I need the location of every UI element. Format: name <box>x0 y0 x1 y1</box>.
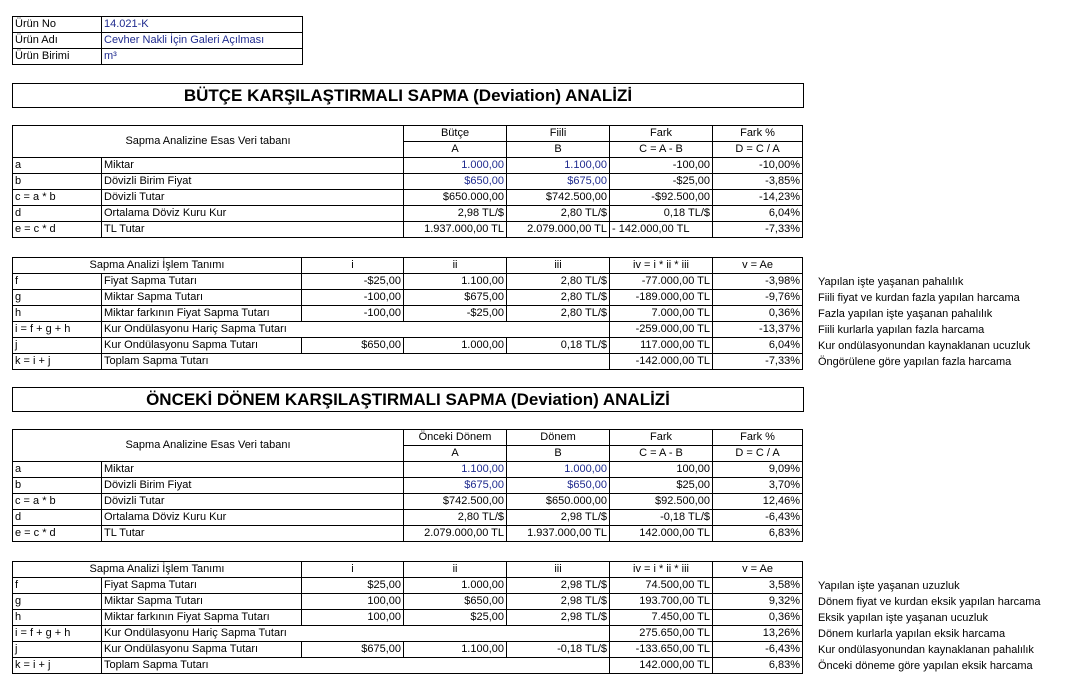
cell-value: -10,00% <box>713 158 803 174</box>
cell-value: $650,00 <box>404 594 507 610</box>
note-text: Eksik yapılan işte yaşanan ucuzluk <box>818 612 988 624</box>
col-header: ii <box>404 562 507 578</box>
cell-value[interactable]: 1.000,00 <box>507 462 610 478</box>
row-label: Dövizli Birim Fiyat <box>102 174 404 190</box>
base-header-label: Sapma Analizine Esas Veri tabanı <box>13 126 404 158</box>
base-header-label: Sapma Analizine Esas Veri tabanı <box>13 430 404 462</box>
cell-value: $25,00 <box>404 610 507 626</box>
cell-value[interactable]: 1.000,00 <box>404 158 507 174</box>
note-text: Dönem fiyat ve kurdan eksik yapılan harcama <box>818 596 1041 608</box>
cell-value: $742.500,00 <box>404 494 507 510</box>
cell-value: 2.079.000,00 TL <box>404 526 507 542</box>
cell-value: - 142.000,00 TL <box>610 222 713 238</box>
col-header: iv = i * ii * iii <box>610 562 713 578</box>
cell-value: 2,80 TL/$ <box>507 206 610 222</box>
section1-title: BÜTÇE KARŞILAŞTIRMALI SAPMA (Deviation) ANALİZİ <box>12 83 804 108</box>
row-code: b <box>13 174 102 190</box>
cell-value: 3,58% <box>713 578 803 594</box>
note-text: Önceki döneme göre yapılan eksik harcama <box>818 660 1033 672</box>
row-label: Miktar farkının Fiyat Sapma Tutarı <box>102 306 302 322</box>
cell-value: 193.700,00 TL <box>610 594 713 610</box>
cell-value: 2.079.000,00 TL <box>507 222 610 238</box>
row-label: Dövizli Birim Fiyat <box>102 478 404 494</box>
cell-value[interactable]: $675,00 <box>507 174 610 190</box>
cell-value: $25,00 <box>302 578 404 594</box>
row-label: Kur Ondülasyonu Sapma Tutarı <box>102 338 302 354</box>
product-no-label: Ürün No <box>13 17 102 33</box>
product-name-label: Ürün Adı <box>13 33 102 49</box>
table-row <box>13 206 803 222</box>
cell-value: 7.450,00 TL <box>610 610 713 626</box>
cell-value: 100,00 <box>302 594 404 610</box>
product-unit-label: Ürün Birimi <box>13 49 102 65</box>
row-code: a <box>13 462 102 478</box>
table-row <box>13 158 803 174</box>
table-row <box>13 610 803 626</box>
col-formula: C = A - B <box>610 446 713 462</box>
table-row <box>13 338 803 354</box>
table-row <box>13 594 803 610</box>
row-code: e = c * d <box>13 222 102 238</box>
table-row <box>13 462 803 478</box>
cell-value: $675,00 <box>404 290 507 306</box>
product-name-value[interactable]: Cevher Nakli İçin Galeri Açılması <box>102 33 303 49</box>
cell-value: 2,80 TL/$ <box>507 274 610 290</box>
cell-value: 100,00 <box>610 462 713 478</box>
section2-title: ÖNCEKİ DÖNEM KARŞILAŞTIRMALI SAPMA (Deviation) ANALİZİ <box>12 387 804 412</box>
row-label: TL Tutar <box>102 526 404 542</box>
section2-base-table <box>12 429 803 542</box>
row-label: Miktar Sapma Tutarı <box>102 290 302 306</box>
row-label: Dövizli Tutar <box>102 494 404 510</box>
row-code: i = f + g + h <box>13 626 102 642</box>
cell-value: -$25,00 <box>610 174 713 190</box>
row-code: d <box>13 206 102 222</box>
note-text: Dönem kurlarla yapılan eksik harcama <box>818 628 1006 640</box>
row-code: a <box>13 158 102 174</box>
cell-value: -142.000,00 TL <box>610 354 713 370</box>
col-header: v = Ae <box>713 258 803 274</box>
row-label: Ortalama Döviz Kuru Kur <box>102 510 404 526</box>
cell-value[interactable]: 1.100,00 <box>507 158 610 174</box>
cell-value: 2,98 TL/$ <box>404 206 507 222</box>
row-label: Ortalama Döviz Kuru Kur <box>102 206 404 222</box>
cell-value: -0,18 TL/$ <box>610 510 713 526</box>
product-unit-row <box>13 49 303 65</box>
cell-value: $650,00 <box>302 338 404 354</box>
row-label: Fiyat Sapma Tutarı <box>102 578 302 594</box>
row-label: Miktar Sapma Tutarı <box>102 594 302 610</box>
cell-value[interactable]: $650,00 <box>404 174 507 190</box>
note-text: Fazla yapılan işte yaşanan pahalılık <box>818 308 993 320</box>
table-row <box>13 626 803 642</box>
cell-value: 6,04% <box>713 206 803 222</box>
cell-value[interactable]: $650,00 <box>507 478 610 494</box>
col-formula: B <box>507 142 610 158</box>
cell-value: 9,32% <box>713 594 803 610</box>
cell-value: 0,36% <box>713 610 803 626</box>
cell-value: -3,85% <box>713 174 803 190</box>
cell-value: -100,00 <box>610 158 713 174</box>
row-code: b <box>13 478 102 494</box>
cell-value: 2,98 TL/$ <box>507 594 610 610</box>
row-code: g <box>13 594 102 610</box>
table-row <box>13 510 803 526</box>
cell-value[interactable]: 1.100,00 <box>404 462 507 478</box>
col-formula: B <box>507 446 610 462</box>
cell-value: 6,04% <box>713 338 803 354</box>
section2-ops-table <box>12 561 803 674</box>
row-code: d <box>13 510 102 526</box>
cell-value: $675,00 <box>302 642 404 658</box>
row-label: TL Tutar <box>102 222 404 238</box>
cell-value: $742.500,00 <box>507 190 610 206</box>
cell-value: -7,33% <box>713 222 803 238</box>
cell-value: -14,23% <box>713 190 803 206</box>
cell-value: 142.000,00 TL <box>610 658 713 674</box>
row-code: f <box>13 578 102 594</box>
cell-value: 2,98 TL/$ <box>507 610 610 626</box>
table-row <box>13 354 803 370</box>
row-code: j <box>13 338 102 354</box>
cell-value: 1.000,00 <box>404 338 507 354</box>
product-no-row <box>13 17 303 33</box>
row-label: Kur Ondülasyonu Sapma Tutarı <box>102 642 302 658</box>
note-text: Kur ondülasyonundan kaynaklanan ucuzluk <box>818 340 1031 352</box>
row-code: h <box>13 610 102 626</box>
row-label: Kur Ondülasyonu Hariç Sapma Tutarı <box>102 322 610 338</box>
cell-value: -3,98% <box>713 274 803 290</box>
cell-value: -$25,00 <box>302 274 404 290</box>
ops-header-label: Sapma Analizi İşlem Tanımı <box>13 562 302 578</box>
cell-value: -6,43% <box>713 510 803 526</box>
table-row <box>13 190 803 206</box>
cell-value: -100,00 <box>302 290 404 306</box>
row-code: c = a * b <box>13 190 102 206</box>
note-text: Fiili fiyat ve kurdan fazla yapılan harcama <box>818 292 1020 304</box>
cell-value: -259.000,00 TL <box>610 322 713 338</box>
cell-value: 117.000,00 TL <box>610 338 713 354</box>
cell-value: -0,18 TL/$ <box>507 642 610 658</box>
cell-value: 0,36% <box>713 306 803 322</box>
row-code: c = a * b <box>13 494 102 510</box>
col-header: Fark % <box>713 430 803 446</box>
col-header: Fark <box>610 430 713 446</box>
col-header: ii <box>404 258 507 274</box>
cell-value: -77.000,00 TL <box>610 274 713 290</box>
row-code: f <box>13 274 102 290</box>
col-header: Fark % <box>713 126 803 142</box>
table-row <box>13 306 803 322</box>
row-label: Kur Ondülasyonu Hariç Sapma Tutarı <box>102 626 610 642</box>
row-label: Miktar <box>102 158 404 174</box>
row-label: Toplam Sapma Tutarı <box>102 658 610 674</box>
col-formula: D = C / A <box>713 446 803 462</box>
cell-value: 6,83% <box>713 526 803 542</box>
cell-value: 1.100,00 <box>404 642 507 658</box>
col-header: Fiili <box>507 126 610 142</box>
row-label: Fiyat Sapma Tutarı <box>102 274 302 290</box>
cell-value: 1.937.000,00 TL <box>404 222 507 238</box>
table-row <box>13 526 803 542</box>
table-row <box>13 642 803 658</box>
col-header: Dönem <box>507 430 610 446</box>
product-no-value[interactable]: 14.021-K <box>102 17 303 33</box>
section1-base-table <box>12 125 803 238</box>
col-header: Fark <box>610 126 713 142</box>
col-header: Bütçe <box>404 126 507 142</box>
section1-ops-table <box>12 257 803 370</box>
col-header: i <box>302 258 404 274</box>
col-header: iii <box>507 258 610 274</box>
row-code: k = i + j <box>13 354 102 370</box>
cell-value: 7.000,00 TL <box>610 306 713 322</box>
note-text: Yapılan işte yaşanan uzuzluk <box>818 580 960 592</box>
table-row <box>13 274 803 290</box>
table-row <box>13 658 803 674</box>
cell-value: -189.000,00 TL <box>610 290 713 306</box>
note-text: Kur ondülasyonundan kaynaklanan pahalılık <box>818 644 1034 656</box>
cell-value: -6,43% <box>713 642 803 658</box>
col-formula: A <box>404 446 507 462</box>
cell-value: -$92.500,00 <box>610 190 713 206</box>
cell-value: $25,00 <box>610 478 713 494</box>
row-code: k = i + j <box>13 658 102 674</box>
row-label: Dövizli Tutar <box>102 190 404 206</box>
section2-notes <box>818 578 1041 674</box>
section1-notes <box>818 274 1030 370</box>
cell-value: -$25,00 <box>404 306 507 322</box>
row-code: h <box>13 306 102 322</box>
table-row <box>13 578 803 594</box>
cell-value: 2,98 TL/$ <box>507 510 610 526</box>
row-code: i = f + g + h <box>13 322 102 338</box>
cell-value: 2,80 TL/$ <box>404 510 507 526</box>
product-info <box>12 16 303 65</box>
col-formula: D = C / A <box>713 142 803 158</box>
cell-value: 1.937.000,00 TL <box>507 526 610 542</box>
cell-value: -13,37% <box>713 322 803 338</box>
table-row <box>13 494 803 510</box>
table-row <box>13 478 803 494</box>
table-row <box>13 174 803 190</box>
cell-value: 2,80 TL/$ <box>507 306 610 322</box>
cell-value: 142.000,00 TL <box>610 526 713 542</box>
cell-value: -7,33% <box>713 354 803 370</box>
col-header: iv = i * ii * iii <box>610 258 713 274</box>
table-row <box>13 222 803 238</box>
col-formula: C = A - B <box>610 142 713 158</box>
col-header: i <box>302 562 404 578</box>
cell-value: $650.000,00 <box>404 190 507 206</box>
cell-value: -9,76% <box>713 290 803 306</box>
cell-value: 74.500,00 TL <box>610 578 713 594</box>
row-code: j <box>13 642 102 658</box>
cell-value: 0,18 TL/$ <box>507 338 610 354</box>
note-text: Öngörülene göre yapılan fazla harcama <box>818 356 1012 368</box>
col-header: v = Ae <box>713 562 803 578</box>
cell-value: 0,18 TL/$ <box>610 206 713 222</box>
cell-value: $650.000,00 <box>507 494 610 510</box>
table-row <box>13 322 803 338</box>
row-code: e = c * d <box>13 526 102 542</box>
cell-value: -133.650,00 TL <box>610 642 713 658</box>
cell-value: 1.100,00 <box>404 274 507 290</box>
cell-value[interactable]: $675,00 <box>404 478 507 494</box>
row-label: Miktar farkının Fiyat Sapma Tutarı <box>102 610 302 626</box>
col-header: Önceki Dönem <box>404 430 507 446</box>
cell-value: 3,70% <box>713 478 803 494</box>
cell-value: 275.650,00 TL <box>610 626 713 642</box>
cell-value: 100,00 <box>302 610 404 626</box>
cell-value: 6,83% <box>713 658 803 674</box>
row-label: Miktar <box>102 462 404 478</box>
cell-value: $92.500,00 <box>610 494 713 510</box>
product-unit-value[interactable]: m³ <box>102 49 303 65</box>
col-header: iii <box>507 562 610 578</box>
product-name-row <box>13 33 303 49</box>
cell-value: 1.000,00 <box>404 578 507 594</box>
col-formula: A <box>404 142 507 158</box>
ops-header-label: Sapma Analizi İşlem Tanımı <box>13 258 302 274</box>
cell-value: 2,98 TL/$ <box>507 578 610 594</box>
row-code: g <box>13 290 102 306</box>
cell-value: 9,09% <box>713 462 803 478</box>
cell-value: 12,46% <box>713 494 803 510</box>
cell-value: 13,26% <box>713 626 803 642</box>
cell-value: -100,00 <box>302 306 404 322</box>
note-text: Yapılan işte yaşanan pahalılık <box>818 276 964 288</box>
table-row <box>13 290 803 306</box>
row-label: Toplam Sapma Tutarı <box>102 354 610 370</box>
note-text: Fiili kurlarla yapılan fazla harcama <box>818 324 985 336</box>
cell-value: 2,80 TL/$ <box>507 290 610 306</box>
